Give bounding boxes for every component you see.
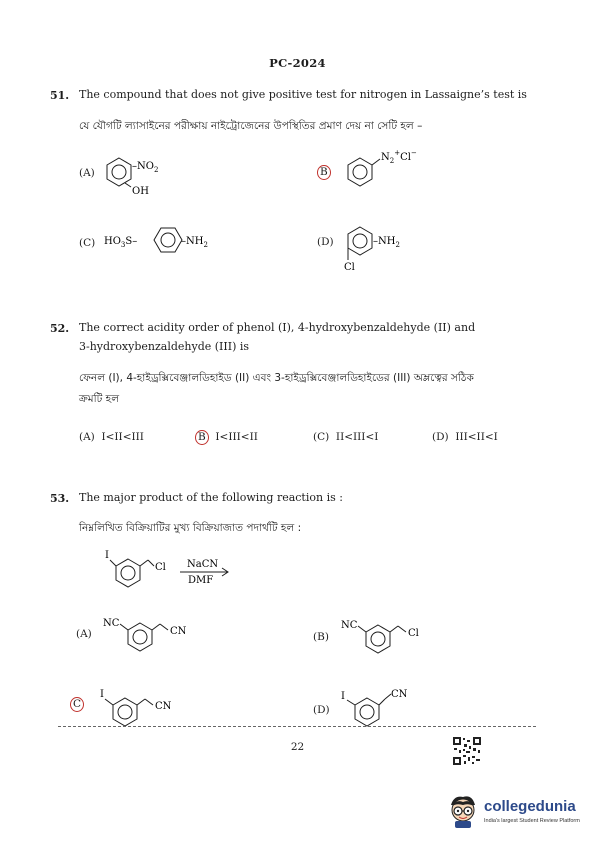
q52-text-bn-2: ক্রমটি হল xyxy=(79,393,120,405)
paper-code: PC-2024 xyxy=(269,56,326,70)
q53-d-i: I xyxy=(341,691,345,702)
q52-d-value: III<II<I xyxy=(455,431,498,443)
q52-option-c[interactable] xyxy=(313,431,378,443)
q51-option-c-structure xyxy=(104,224,234,260)
q51-option-d-label[interactable]: (D) xyxy=(317,236,334,248)
q53-a-cn: CN xyxy=(170,626,187,637)
q53-number: 53. xyxy=(50,492,70,505)
q53-d-cn: CN xyxy=(391,689,408,700)
q53-reactant-cl: Cl xyxy=(155,562,166,573)
q51-option-c-label[interactable]: (C) xyxy=(79,237,96,249)
q52-a-label: (A) xyxy=(79,431,95,443)
q53-text-en: The major product of the following reaction is : xyxy=(79,491,343,504)
mascot-logo-icon xyxy=(446,793,480,829)
q53-option-c-structure xyxy=(95,685,205,731)
q52-a-value: I<II<III xyxy=(101,431,144,443)
q51-text-en: The compound that does not give positive test for nitrogen in Lassaigne’s test is xyxy=(79,88,527,101)
q51-c-nh2: $-NH_2$ xyxy=(181,236,208,249)
q51-option-a-structure xyxy=(103,152,183,198)
page-divider xyxy=(58,726,536,727)
q51-c-ho3s: $HO_3S-$ xyxy=(104,236,138,249)
brand-name: collegedunia xyxy=(484,798,576,815)
q52-option-b[interactable] xyxy=(195,430,258,445)
q53-option-c-label[interactable] xyxy=(70,697,84,712)
q51-text-bn: যে যৌগটি ল্যাসাইনের পরীক্ষায় নাইট্রোজেনের উপস্থিতির প্রমাণ দেয় না সেটি হল – xyxy=(79,120,423,132)
q51-d-nh2: $-NH_2$ xyxy=(373,236,400,249)
q53-option-b-label[interactable]: (B) xyxy=(313,631,329,643)
q52-option-d[interactable] xyxy=(432,431,498,443)
q51-option-a-label[interactable]: (A) xyxy=(79,167,95,179)
answer-circle-mark: B xyxy=(195,430,209,445)
q52-d-label: (D) xyxy=(432,431,449,443)
q53-reaction-scheme xyxy=(100,546,260,592)
q53-a-nc: NC xyxy=(103,618,120,629)
q51-number: 51. xyxy=(50,89,70,102)
q53-option-a-label[interactable]: (A) xyxy=(76,628,92,640)
q51-a-no2: $-NO_2$ xyxy=(132,161,159,174)
q53-option-b-structure xyxy=(338,614,448,662)
q52-c-value: II<III<I xyxy=(335,431,379,443)
q52-number: 52. xyxy=(50,322,70,335)
q52-text-bn-1: ফেনল (I), 4-হাইড্রক্সিবেঞ্জালডিহাইড (II) এবং 3-হাইড্রক্সিবেঞ্জালডিহাইডের (III) অম্লত্বের সঠিক xyxy=(79,372,474,384)
q51-b-diazonium: $N_2^+Cl^-$ xyxy=(381,149,417,165)
q53-option-d-structure xyxy=(338,685,448,731)
q53-reagent-nacn: NaCN xyxy=(187,559,219,570)
q51-option-b-label[interactable] xyxy=(317,165,331,180)
q52-text-en-1: The correct acidity order of phenol (I), 4-hydroxybenzaldehyde (II) and xyxy=(79,321,476,334)
q53-b-nc: NC xyxy=(341,620,358,631)
q52-c-label: (C) xyxy=(313,431,330,443)
q53-option-d-label[interactable]: (D) xyxy=(313,704,330,716)
q52-b-value: I<III<II xyxy=(215,431,258,443)
answer-circle-mark: B xyxy=(317,165,331,180)
q51-option-b-structure xyxy=(344,148,454,192)
q52-text-en-2: 3-hydroxybenzaldehyde (III) is xyxy=(79,340,250,353)
answer-circle-mark: C xyxy=(70,697,84,712)
q53-c-cn: CN xyxy=(155,701,172,712)
q51-option-d-structure xyxy=(344,222,434,274)
q53-c-i: I xyxy=(100,689,104,700)
q53-reagent-dmf: DMF xyxy=(188,575,214,586)
brand-tagline: India's largest Student Review Platform xyxy=(484,818,580,824)
q52-option-a[interactable] xyxy=(79,431,144,443)
q53-b-cl: Cl xyxy=(408,628,419,639)
q51-d-cl: Cl xyxy=(344,262,355,273)
q53-text-bn: নিম্নলিখিত বিক্রিয়াটির মুখ্য বিক্রিয়াজাত পদার্থটি হল : xyxy=(79,522,302,534)
q53-option-a-structure xyxy=(100,612,210,660)
q53-reactant-i: I xyxy=(105,550,109,561)
q51-a-oh: OH xyxy=(132,186,149,197)
qr-code-icon xyxy=(452,736,482,766)
page-number: 22 xyxy=(290,741,305,753)
